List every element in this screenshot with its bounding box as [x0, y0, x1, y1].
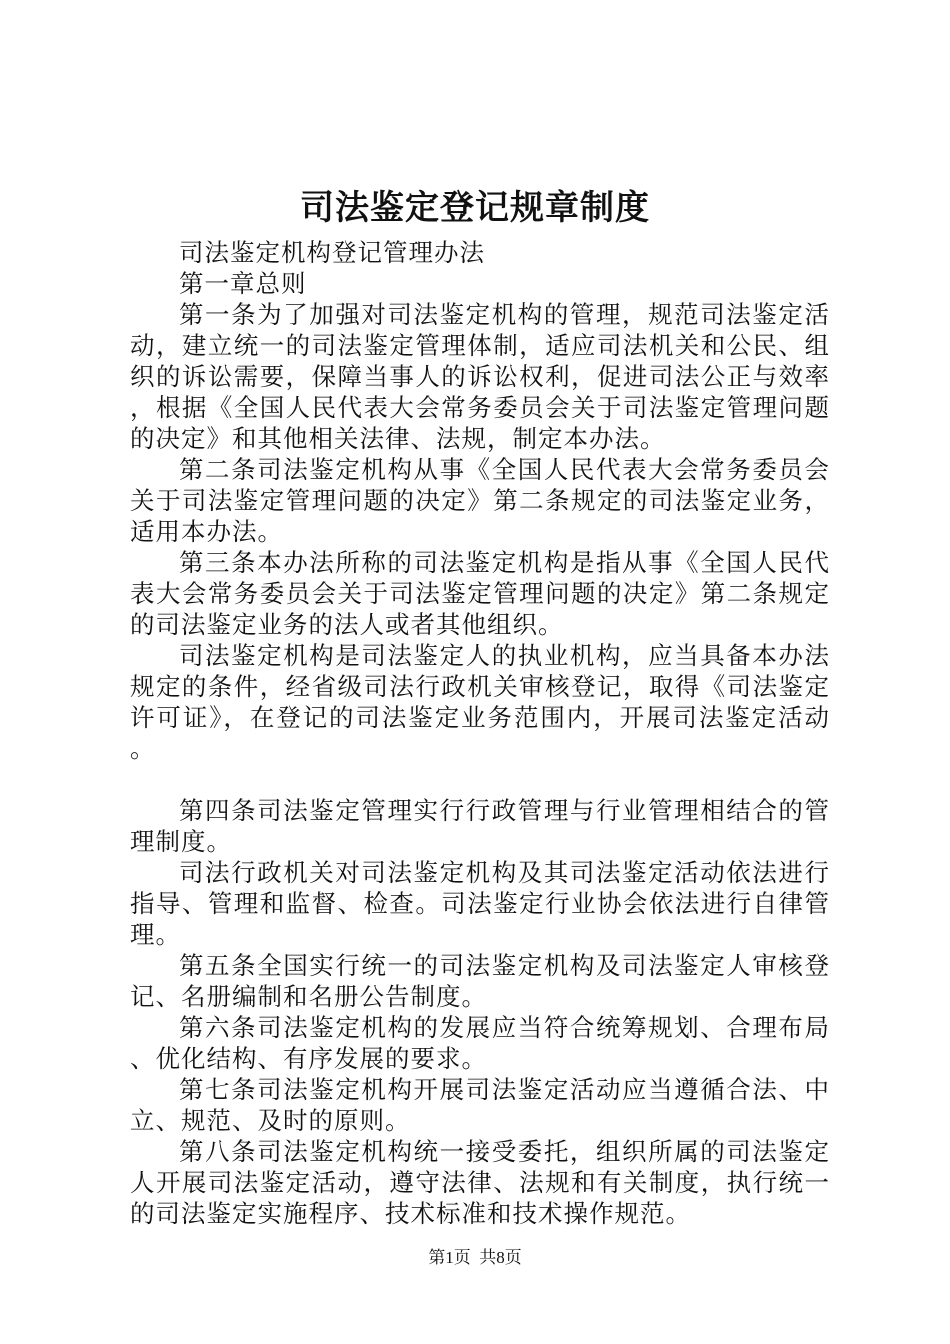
paragraph-chapter: 第一章总则 — [179, 269, 307, 298]
document-title: 司法鉴定登记规章制度 — [300, 188, 650, 228]
paragraph-heading: 司法鉴定机构登记管理办法 — [179, 238, 485, 267]
paragraph-article-4-cont: 司法行政机关对司法鉴定机构及其司法鉴定活动依法进行指导、管理和监督、检查。司法鉴定行业协会依法进行自律管理。 — [130, 858, 830, 949]
paragraph-article-7: 第七条司法鉴定机构开展司法鉴定活动应当遵循合法、中立、规范、及时的原则。 — [130, 1075, 830, 1135]
page-number-footer — [0, 1243, 950, 1268]
paragraph-article-5: 第五条全国实行统一的司法鉴定机构及司法鉴定人审核登记、名册编制和名册公告制度。 — [130, 951, 830, 1011]
page-number-label: 第1页 共8页 — [428, 1248, 522, 1267]
paragraph-article-2: 第二条司法鉴定机构从事《全国人民代表大会常务委员会关于司法鉴定管理问题的决定》第二条规定的司法鉴定业务，适用本办法。 — [130, 455, 830, 546]
paragraph-article-3: 第三条本办法所称的司法鉴定机构是指从事《全国人民代表大会常务委员会关于司法鉴定管理问题的决定》第二条规定的司法鉴定业务的法人或者其他组织。 — [130, 548, 830, 639]
paragraph-article-4: 第四条司法鉴定管理实行行政管理与行业管理相结合的管理制度。 — [130, 796, 830, 856]
paragraph-article-3-cont: 司法鉴定机构是司法鉴定人的执业机构，应当具备本办法规定的条件，经省级司法行政机关审核登记，取得《司法鉴定许可证》，在登记的司法鉴定业务范围内，开展司法鉴定活动。 — [130, 641, 830, 763]
paragraph-gap — [130, 764, 830, 795]
paragraph-article-6: 第六条司法鉴定机构的发展应当符合统筹规划、合理布局、优化结构、有序发展的要求。 — [130, 1013, 830, 1073]
paragraph-article-1: 第一条为了加强对司法鉴定机构的管理，规范司法鉴定活动，建立统一的司法鉴定管理体制，适应司法机关和公民、组织的诉讼需要，保障当事人的诉讼权利，促进司法公正与效率，根据《全国人民代表大会常务委员会关于司法鉴定管理问题的决定》和其他相关法律、法规，制定本办法。 — [130, 300, 830, 453]
document-body — [130, 237, 830, 1229]
paragraph-article-8: 第八条司法鉴定机构统一接受委托，组织所属的司法鉴定人开展司法鉴定活动，遵守法律、法规和有关制度，执行统一的司法鉴定实施程序、技术标准和技术操作规范。 — [130, 1137, 830, 1228]
